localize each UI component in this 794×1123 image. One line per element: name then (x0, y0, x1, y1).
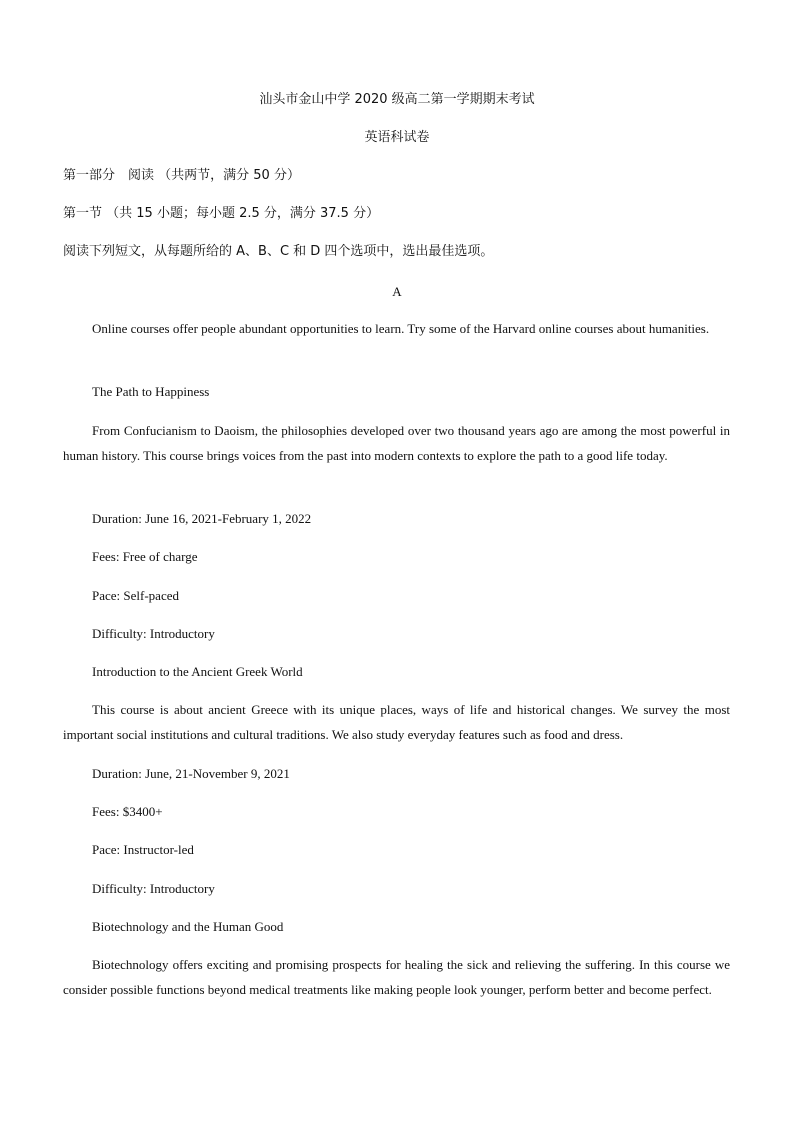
passage-label: A (392, 284, 402, 299)
passage-intro: Online courses offer people abundant opportunities to learn. Try some of the Harvard online courses about humanities. (92, 321, 710, 336)
course-pace: Pace: Self-paced (92, 588, 179, 603)
course-description: This course is about ancient Greece with its unique places, ways of life and historical changes. We survey the most important social institutions and cultural traditions. We also study everyday features such as food and dress. (63, 702, 730, 742)
course-title: The Path to Happiness (92, 384, 210, 399)
course-title: Biotechnology and the Human Good (92, 919, 284, 934)
course-title: Introduction to the Ancient Greek World (92, 664, 303, 679)
course-description: Biotechnology offers exciting and promising prospects for healing the sick and relieving the suffering. In this course we consider possible functions beyond medical treatments like making people look younger, perform better and become perfect. (63, 957, 730, 997)
course-fees: Fees: Free of charge (92, 549, 198, 564)
course-fees: Fees: $3400+ (92, 804, 163, 819)
course-difficulty: Difficulty: Introductory (92, 626, 215, 641)
section-heading: 第一节 （共 15 小题；每小题 2.5 分，满分 37.5 分） (63, 206, 380, 221)
course-description: From Confucianism to Daoism, the philosophies developed over two thousand years ago are among the most powerful in human history. This course brings voices from the past into modern contexts to explore the path to a good life today. (63, 423, 730, 463)
course-duration: Duration: June 16, 2021-February 1, 2022 (92, 511, 312, 526)
exam-subtitle: 英语科试卷 (364, 130, 430, 145)
part-heading: 第一部分 阅读 （共两节，满分 50 分） (63, 168, 300, 183)
course-pace: Pace: Instructor-led (92, 842, 194, 857)
exam-title: 汕头市金山中学 2020 级高二第一学期期末考试 (259, 92, 535, 107)
course-difficulty: Difficulty: Introductory (92, 881, 215, 896)
direction-text: 阅读下列短文，从每题所给的 A、B、C 和 D 四个选项中，选出最佳选项。 (63, 244, 494, 259)
course-duration: Duration: June, 21-November 9, 2021 (92, 766, 290, 781)
